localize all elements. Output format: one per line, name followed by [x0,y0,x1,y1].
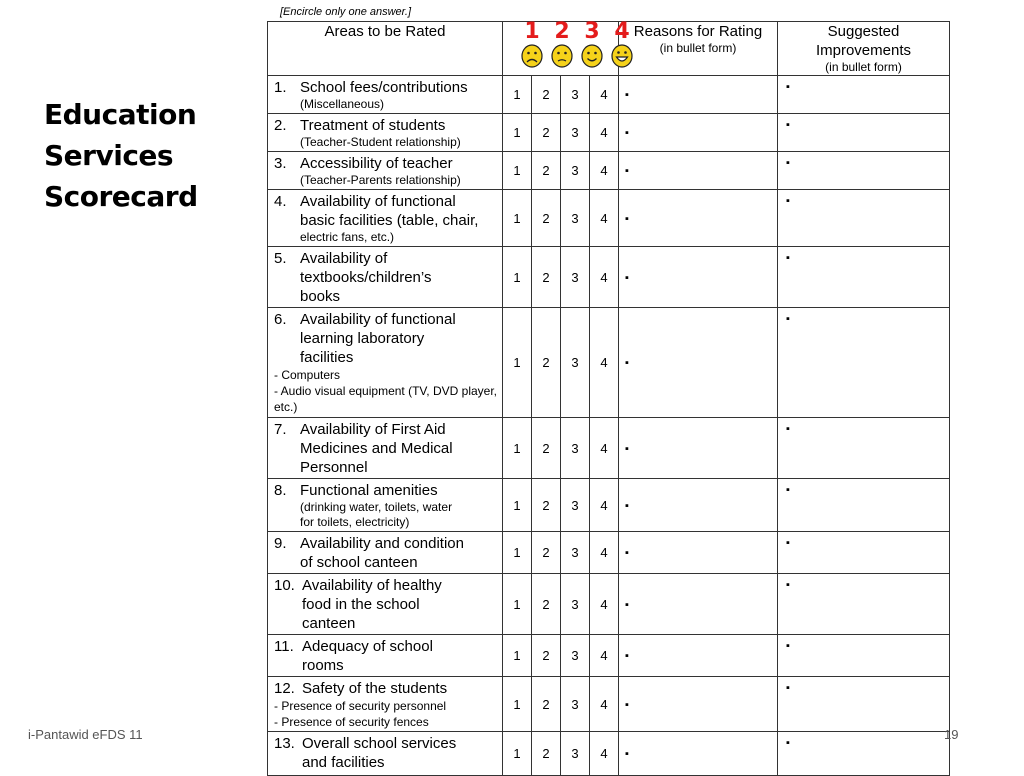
rating-option-2[interactable]: 2 [532,76,561,114]
item-text: food in the school [302,596,420,613]
suggestion-cell[interactable] [778,308,950,418]
item-number: 10. [274,577,295,594]
encircle-note: [Encircle only one answer.] [280,6,412,18]
sad-face-icon [520,43,544,69]
item-number: 11. [274,638,294,655]
bullet-marker: ▪ [786,537,790,549]
reason-cell[interactable] [619,479,778,532]
item-subtext: (Teacher-Parents relationship) [300,173,461,187]
reason-cell[interactable] [619,114,778,152]
rating-option-3[interactable]: 3 [561,677,590,732]
rating-option-1[interactable]: 1 [503,114,532,152]
table-row [268,152,950,190]
rating-option-2[interactable]: 2 [532,574,561,635]
rating-option-4[interactable]: 4 [590,574,619,635]
item-number: 8. [274,482,287,499]
rating-option-3[interactable]: 3 [561,418,590,479]
face-rating-4: 4 [608,21,636,77]
item-text: of school canteen [300,554,418,571]
table-row [268,247,950,308]
item-text: Availability of functional [300,193,456,210]
table-row [268,308,950,418]
rating-option-1[interactable]: 1 [503,532,532,574]
bullet-marker: ▪ [625,650,629,662]
item-text: Treatment of students [300,117,446,134]
smile-face-icon [580,43,604,69]
footer-label: i-Pantawid eFDS 11 [28,727,143,742]
area-cell [268,635,503,677]
rating-option-2[interactable]: 2 [532,635,561,677]
bullet-marker: ▪ [625,442,629,455]
suggestion-cell[interactable] [778,732,950,776]
rating-option-3[interactable]: 3 [561,114,590,152]
bullet-marker: ▪ [786,737,790,749]
item-number: 4. [274,193,287,210]
area-cell [268,677,503,732]
rating-option-2[interactable]: 2 [532,732,561,776]
rating-option-4[interactable]: 4 [590,190,619,247]
area-cell [268,152,503,190]
item-subtext: (Teacher-Student relationship) [300,135,461,149]
rating-option-4[interactable]: 4 [590,114,619,152]
rating-option-2[interactable]: 2 [532,677,561,732]
suggestion-cell[interactable] [778,532,950,574]
rating-option-2[interactable]: 2 [532,532,561,574]
item-text: Availability of healthy [302,577,442,594]
item-text: School fees/contributions [300,79,468,96]
item-number: 12. [274,680,295,697]
rating-option-4[interactable]: 4 [590,635,619,677]
page-number: 19 [944,727,959,742]
reason-cell[interactable] [619,247,778,308]
item-subtext: (drinking water, toilets, water [300,500,453,514]
bullet-marker: ▪ [786,313,790,325]
item-text: Adequacy of school [302,638,433,655]
item-number: 5. [274,250,287,267]
rating-option-3[interactable]: 3 [561,190,590,247]
rating-option-3[interactable]: 3 [561,732,590,776]
bullet-marker: ▪ [786,682,790,694]
reason-cell[interactable] [619,152,778,190]
item-text: Availability and condition [300,535,464,552]
bullet-marker: ▪ [786,195,790,207]
bullet-marker: ▪ [625,127,629,139]
rating-option-1[interactable]: 1 [503,574,532,635]
bullet-marker: ▪ [786,157,790,169]
reason-cell[interactable] [619,574,778,635]
rating-option-4[interactable]: 4 [590,532,619,574]
area-cell [268,574,503,635]
bullet-marker: ▪ [786,252,790,264]
bullet-marker: ▪ [625,271,629,284]
item-text: Availability of [300,250,388,267]
rating-option-1[interactable]: 1 [503,308,532,418]
rating-option-3[interactable]: 3 [561,152,590,190]
rating-option-3[interactable]: 3 [561,479,590,532]
reason-cell[interactable] [619,190,778,247]
bullet-marker: ▪ [625,598,629,611]
item-subtext: - Presence of security fences [274,715,429,729]
rating-option-1[interactable]: 1 [503,732,532,776]
bullet-marker: ▪ [625,748,629,760]
item-subtext: - Computers [274,368,341,382]
item-number: 3. [274,155,287,172]
table-row [268,76,950,114]
area-cell [268,418,503,479]
item-text: Accessibility of teacher [300,155,453,172]
item-text: learning laboratory [300,330,425,347]
face-rating-1: 1 [518,21,546,77]
bullet-marker: ▪ [786,484,790,496]
item-text: Functional amenities [300,482,438,499]
scorecard-table [267,21,950,776]
reasons-header: Reasons for Rating (in bullet form) [619,22,778,76]
bullet-marker: ▪ [625,212,629,225]
rating-option-1[interactable]: 1 [503,635,532,677]
item-text: textbooks/children’s [300,269,432,286]
reason-cell[interactable] [619,635,778,677]
table-row [268,732,950,776]
frown-face-icon [550,43,574,69]
reason-cell[interactable] [619,732,778,776]
suggested-header: Suggested Improvements (in bullet form) [778,22,950,76]
item-text: Safety of the students [302,680,448,697]
reason-cell[interactable] [619,418,778,479]
item-text: Availability of First Aid [300,421,446,438]
item-text: Overall school services [302,735,457,752]
item-text: canteen [302,615,356,632]
item-text: Availability of functional [300,311,456,328]
rating-option-4[interactable]: 4 [590,308,619,418]
title-line: Education [44,98,197,131]
item-text: facilities [300,349,354,366]
suggestion-cell[interactable] [778,247,950,308]
item-text: books [300,288,341,305]
item-subtext: electric fans, etc.) [300,230,395,244]
table-row [268,190,950,247]
rating-option-1[interactable]: 1 [503,247,532,308]
reason-cell[interactable] [619,76,778,114]
slide-title [44,94,244,217]
rating-faces [518,21,648,77]
table-row [268,574,950,635]
item-text: Personnel [300,459,368,476]
rating-option-3[interactable]: 3 [561,308,590,418]
rating-option-2[interactable]: 2 [532,114,561,152]
rating-option-1[interactable]: 1 [503,152,532,190]
item-number: 13. [274,735,295,752]
rating-option-2[interactable]: 2 [532,479,561,532]
rating-option-4[interactable]: 4 [590,76,619,114]
area-cell [268,308,503,418]
bullet-marker: ▪ [786,119,790,131]
area-cell [268,247,503,308]
rating-option-2[interactable]: 2 [532,190,561,247]
item-subtext: - Presence of security personnel [274,699,447,713]
item-number: 1. [274,79,287,96]
bullet-marker: ▪ [786,579,790,591]
area-cell [268,732,503,776]
bullet-marker: ▪ [625,165,629,177]
area-cell [268,532,503,574]
rating-option-3[interactable]: 3 [561,247,590,308]
rating-option-2[interactable]: 2 [532,152,561,190]
rating-option-2[interactable]: 2 [532,247,561,308]
face-rating-2: 2 [548,21,576,77]
rating-option-4[interactable]: 4 [590,732,619,776]
item-number: 6. [274,311,287,328]
rating-option-4[interactable]: 4 [590,677,619,732]
suggestion-cell[interactable] [778,635,950,677]
rating-option-4[interactable]: 4 [590,479,619,532]
areas-header: Areas to be Rated [268,22,503,76]
rating-option-1[interactable]: 1 [503,76,532,114]
item-subtext: (Miscellaneous) [300,97,385,111]
suggestion-cell[interactable] [778,418,950,479]
rating-option-4[interactable]: 4 [590,247,619,308]
rating-option-3[interactable]: 3 [561,574,590,635]
item-text: and facilities [302,754,385,771]
item-number: 2. [274,117,287,134]
rating-option-3[interactable]: 3 [561,76,590,114]
suggestion-cell[interactable] [778,190,950,247]
bullet-marker: ▪ [786,640,790,652]
area-cell [268,190,503,247]
suggestion-cell[interactable] [778,114,950,152]
rating-option-1[interactable]: 1 [503,677,532,732]
table-row [268,677,950,732]
suggestion-cell[interactable] [778,677,950,732]
area-cell [268,76,503,114]
suggestion-cell[interactable] [778,152,950,190]
bullet-marker: ▪ [625,698,629,711]
title-line: Scorecard [44,180,198,213]
bullet-marker: ▪ [625,547,629,559]
item-text: rooms [302,657,344,674]
rating-option-3[interactable]: 3 [561,532,590,574]
item-number: 7. [274,421,287,438]
item-number: 9. [274,535,287,552]
area-cell [268,114,503,152]
reason-cell[interactable] [619,308,778,418]
grin-face-icon [610,43,634,69]
item-text: basic facilities (table, chair, [300,212,479,229]
bullet-marker: ▪ [786,423,790,435]
table-row [268,532,950,574]
rating-option-4[interactable]: 4 [590,418,619,479]
bullet-marker: ▪ [786,81,790,93]
suggestion-cell[interactable] [778,574,950,635]
table-row [268,418,950,479]
item-subtext: for toilets, electricity) [300,515,410,529]
table-row [268,635,950,677]
face-rating-3: 3 [578,21,606,77]
rating-option-1[interactable]: 1 [503,190,532,247]
reason-cell[interactable] [619,532,778,574]
rating-option-1[interactable]: 1 [503,418,532,479]
rating-option-2[interactable]: 2 [532,418,561,479]
table-row [268,479,950,532]
area-cell [268,479,503,532]
rating-option-4[interactable]: 4 [590,152,619,190]
bullet-marker: ▪ [625,357,629,369]
table-row [268,114,950,152]
bullet-marker: ▪ [625,89,629,101]
rating-option-2[interactable]: 2 [532,308,561,418]
item-subtext: - Audio visual equipment (TV, DVD player, etc.) [274,384,498,414]
reason-cell[interactable] [619,677,778,732]
rating-option-1[interactable]: 1 [503,479,532,532]
suggestion-cell[interactable] [778,479,950,532]
title-line: Services [44,139,174,172]
suggestion-cell[interactable] [778,76,950,114]
rating-option-3[interactable]: 3 [561,635,590,677]
bullet-marker: ▪ [625,499,629,512]
item-text: Medicines and Medical [300,440,453,457]
